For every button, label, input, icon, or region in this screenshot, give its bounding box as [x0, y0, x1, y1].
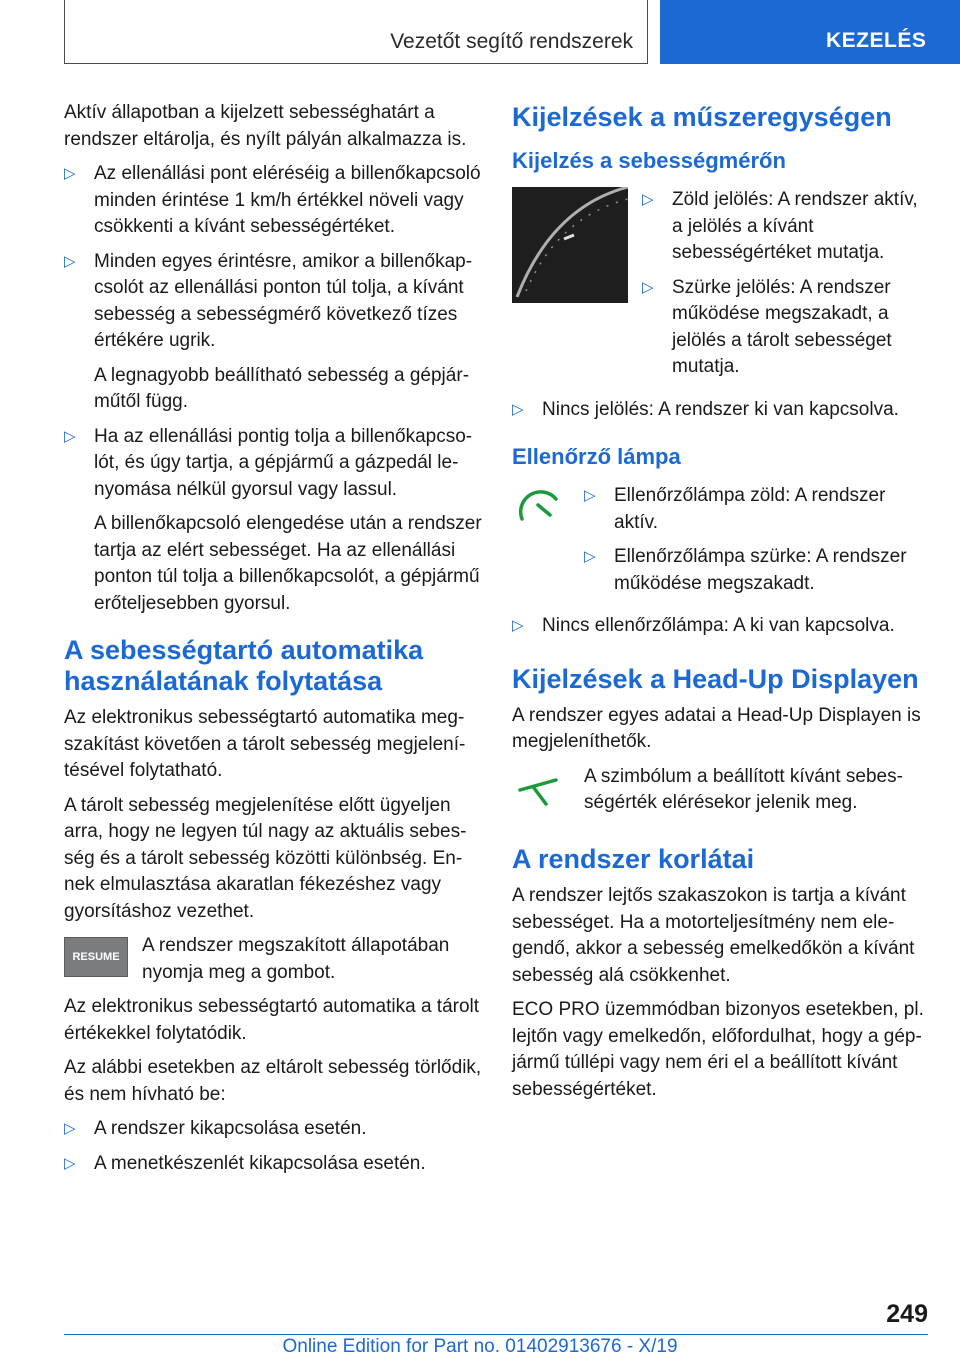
indented-note: A billenőkapcsoló elengedése után a rendszer tartja az elért sebességet. Ha az ellenállási ponton túl tolja a billenőkapcsolót, a gépjármű erőteljesebben gyorsul.: [94, 513, 482, 614]
list-item: ▷ A menetkészenlét kikapcsolása esetén.: [64, 1151, 482, 1178]
running-header-box: [64, 0, 648, 64]
section-heading-resume: A sebességtartó automatika használatának folytatása: [64, 635, 424, 696]
paragraph: Az elektronikus sebességtartó automatika megszakítást követően a tárolt sebesség megjelenítésével folytatható.: [64, 707, 466, 781]
section-heading-limits: A rendszer korlátai: [512, 844, 755, 874]
list-item: ▷ Minden egyes érintésre, amikor a billenőkapcsolót az ellenállási ponton túl tolja, a kívánt sebesség a sebességmérő következő tízes értékére ugrik.: [64, 249, 482, 355]
page-number: 249: [886, 1300, 928, 1328]
list-item: ▷ Az ellenállási pont eléréséig a billenőkapcsoló minden érintése 1 km/h értékkel növeli vagy csökkenti a kívánt sebességértéket.: [64, 161, 482, 241]
list-item: ▷ Nincs jelölés: A rendszer ki van kapcsolva.: [512, 397, 928, 424]
section-tab-label: KEZELÉS: [826, 29, 927, 52]
right-column: [512, 96, 928, 1111]
list-item: ▷ Zöld jelölés: A rendszer aktív, a jelölés a kívánt sebességértéket mutatja.: [642, 187, 928, 267]
paragraph: Az elektronikus sebességtartó automatika a tárolt értékekkel folytatódik.: [64, 996, 480, 1044]
speedometer-arc-icon: [512, 187, 628, 303]
subheading-speedometer: Kijelzés a sebességmérőn: [512, 148, 786, 173]
cruise-control-lamp-icon: [516, 483, 564, 531]
speedometer-figure-row: [512, 187, 928, 389]
paragraph: Az alábbi esetekben az eltárolt sebesség törlődik, és nem hívható be:: [64, 1057, 482, 1105]
paragraph: A tárolt sebesség megjelenítése előtt ügyeljen arra, hogy ne legyen túl nagy az aktuális sebesség és a tárolt sebesség közötti különbség. Ennek elmulasztása akaratlan fékezéshez vagy gyorsításhoz vezethet.: [64, 794, 467, 922]
intro-paragraph: Aktív állapotban a kijelzett sebességhatárt a rendszer eltárolja, és nyílt pályán alkalmazza is.: [64, 102, 467, 150]
subheading-indicator-lamp: Ellenőrző lámpa: [512, 444, 681, 469]
resume-caption: A rendszer megszakított állapotában nyomja meg a gombot.: [142, 935, 450, 983]
resume-figure-row: [64, 933, 482, 986]
left-column: [64, 100, 482, 1185]
lamp-figure-row: [512, 483, 928, 605]
hud-speed-symbol-icon: [516, 770, 564, 814]
resume-button-icon: RESUME: [64, 937, 128, 977]
list-item: ▷ Ellenőrzőlámpa szürke: A rendszer működése megszakadt.: [584, 544, 928, 597]
hud-figure-row: [512, 764, 928, 823]
list-item: ▷ Ellenőrzőlámpa zöld: A rendszer aktív.: [584, 483, 928, 536]
hud-caption: A szimbólum a beállított kívánt sebességérték elérésekor jelenik meg.: [584, 765, 903, 813]
section-heading-instrument: Kijelzések a műszeregységen: [512, 102, 892, 132]
section-heading-hud: Kijelzések a Head-Up Displayen: [512, 663, 919, 694]
footer-edition: Online Edition for Part no. 01402913676 - X/19: [282, 1336, 678, 1357]
list-item: ▷ Nincs ellenőrzőlámpa: A ki van kapcsolva.: [512, 613, 928, 640]
paragraph: A rendszer egyes adatai a Head-Up Displayen is megjeleníthetők.: [512, 704, 921, 752]
paragraph: A rendszer lejtős szakaszokon is tartja a kívánt sebességet. Ha a motorteljesítmény nem elegendő, akkor a sebesség emelkedőkön a kívánt sebesség alá csökkenhet.: [512, 885, 915, 986]
footer-rule: [64, 1334, 928, 1335]
section-tab: [660, 0, 960, 64]
indented-note: A legnagyobb beállítható sebesség a gépjárműtől függ.: [94, 364, 470, 412]
list-item: ▷ Szürke jelölés: A rendszer működése megszakadt, a jelölés a tárolt sebességet mutatja.: [642, 275, 928, 381]
running-header-title: Vezetőt segítő rendszerek: [390, 30, 633, 53]
list-item: ▷ A rendszer kikapcsolása esetén.: [64, 1116, 482, 1143]
speedometer-image: [512, 187, 628, 303]
paragraph: ECO PRO üzemmódban bizonyos esetekben, pl. lejtőn vagy emelkedőn, előfordulhat, hogy a gépjármű túllépi vagy nem éri el a beállított kívánt sebességértéket.: [512, 999, 924, 1100]
list-item: ▷ Ha az ellenállási pontig tolja a billenőkapcsolót, és úgy tartja, a gépjármű a gázpedál lenyomása nélkül gyorsul vagy lassul.: [64, 424, 482, 504]
